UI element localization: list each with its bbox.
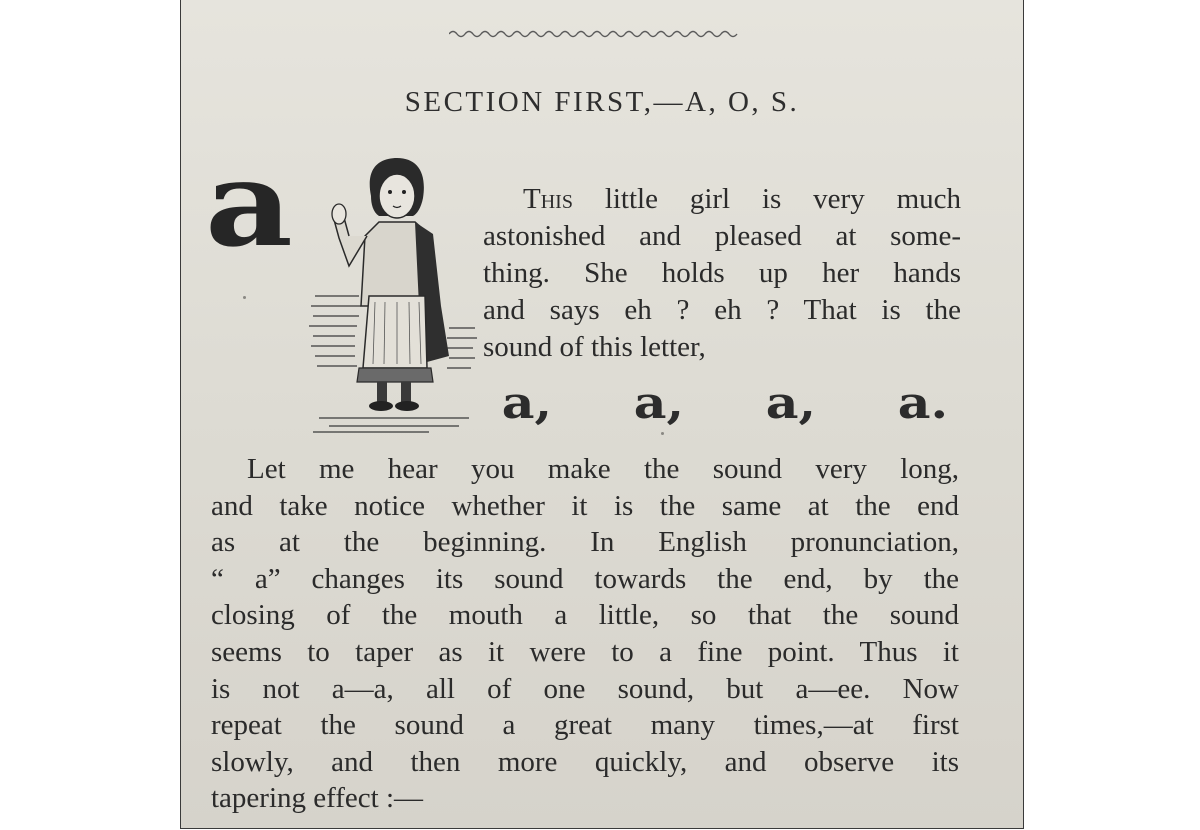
- letter-sample: a,: [633, 378, 685, 429]
- letter-sample-row: [501, 378, 949, 429]
- book-page: [180, 0, 1024, 829]
- intro-smallcaps-word: This: [523, 183, 573, 215]
- body-line: slowly, and then more quickly, and observe its: [211, 745, 959, 778]
- intro-line1-text: little girl is very much: [572, 183, 961, 215]
- intro-line: and says eh ? eh ? That is the: [483, 294, 961, 326]
- letter-sample: a,: [765, 378, 817, 429]
- drop-cap-letter: a: [205, 134, 293, 273]
- letter-sample: a.: [897, 378, 949, 429]
- body-line: closing of the mouth a little, so that the sound: [211, 599, 959, 632]
- body-paragraph: [211, 451, 959, 817]
- body-line: is not a—a, all of one sound, but a—ee. Now: [211, 672, 959, 705]
- body-line: and take notice whether it is the same at the end: [211, 489, 959, 522]
- body-line: “ a” changes its sound towards the end, by the: [211, 562, 959, 595]
- body-line: seems to taper as it were to a fine point. Thus it: [211, 635, 959, 668]
- girl-illustration: [309, 156, 479, 438]
- intro-line: sound of this letter,: [483, 331, 706, 363]
- intro-paragraph: [483, 181, 961, 366]
- intro-line: thing. She holds up her hands: [483, 257, 961, 289]
- intro-line: [483, 181, 961, 218]
- intro-line: astonished and pleased at some-: [483, 220, 961, 252]
- wavy-rule-ornament: [449, 28, 739, 40]
- body-line: repeat the sound a great many times,—at first: [211, 709, 959, 742]
- body-line: Let me hear you make the sound very long,: [247, 453, 959, 485]
- paper-speck: [243, 296, 246, 299]
- section-heading: SECTION FIRST,—A, O, S.: [404, 86, 800, 118]
- paper-speck: [661, 432, 664, 435]
- letter-sample: a,: [501, 378, 553, 429]
- body-line: tapering effect :—: [211, 782, 424, 815]
- body-line: as at the beginning. In English pronunciation,: [211, 526, 959, 559]
